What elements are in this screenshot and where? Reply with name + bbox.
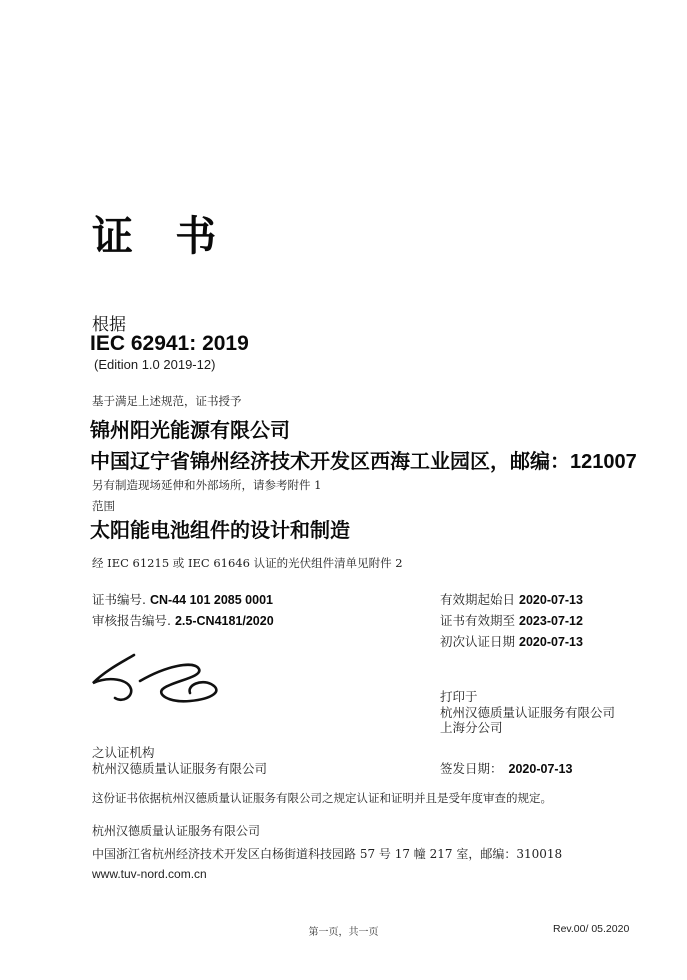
printed-at-company: 杭州汉德质量认证服务有限公司 (440, 704, 616, 720)
scope-note: 经 IEC 61215 或 IEC 61646 认证的光伏组件清单见附件 2 (92, 556, 403, 570)
revision-label: Rev.00/ 05.2020 (553, 923, 630, 935)
standard-edition: (Edition 1.0 2019-12) (94, 357, 216, 372)
valid-until-date: 2023-07-12 (519, 614, 583, 628)
certification-body-label: 之认证机构 (92, 745, 155, 760)
certification-body-company: 杭州汉德质量认证服务有限公司 (92, 761, 268, 776)
footer-company: 杭州汉德质量认证服务有限公司 (92, 824, 261, 838)
legal-statement: 这份证书依据杭州汉德质量认证服务有限公司之规定认证和证明并且是受年度审查的规定。 (92, 791, 552, 805)
page-number: 第一页，共一页 (308, 927, 379, 938)
audit-report-row (92, 611, 274, 629)
signature-handwritten (84, 648, 240, 714)
certificate-number-row (92, 590, 273, 608)
grant-intro: 基于满足上述规范，证书授予 (92, 394, 242, 408)
basis-label: 根据 (92, 315, 126, 335)
initial-certification-row (440, 632, 583, 650)
scope-label: 范围 (92, 499, 115, 513)
printed-at-branch: 上海分公司 (440, 720, 503, 735)
scope-text: 太阳能电池组件的设计和制造 (90, 518, 350, 542)
footer-website: www.tuv-nord.com.cn (92, 867, 207, 881)
printed-at-block (440, 689, 615, 736)
certified-company-name: 锦州阳光能源有限公司 (90, 418, 290, 442)
sites-note: 另有制造现场延伸和外部场所，请参考附件 1 (92, 478, 322, 492)
standard-number: IEC 62941: 2019 (90, 332, 249, 355)
issue-date-label: 签发日期： (440, 761, 503, 776)
valid-from-row (440, 590, 583, 608)
footer-address: 中国浙江省杭州经济技术开发区白杨街道科技园路 57 号 17 幢 217 室，邮编：310018 (92, 847, 563, 861)
address-text: 中国辽宁省锦州经济技术开发区西海工业园区，邮编： (90, 449, 570, 473)
postal-code: 121007 (570, 451, 637, 473)
initial-certification-label: 初次认证日期 (440, 634, 516, 649)
valid-until-row (440, 611, 583, 629)
audit-report-label: 审核报告编号. (92, 613, 171, 628)
initial-certification-date: 2020-07-13 (519, 635, 583, 649)
valid-from-label: 有效期起始日 (440, 592, 516, 607)
certificate-number-value: CN-44 101 2085 0001 (149, 593, 273, 607)
page-title: 证 书 (92, 212, 231, 260)
valid-from-date: 2020-07-13 (519, 593, 583, 607)
issue-date-value: 2020-07-13 (508, 762, 573, 776)
issue-date-row (440, 759, 572, 777)
printed-at-label: 打印于 (440, 689, 478, 704)
certificate-number-label: 证书编号. (92, 592, 146, 607)
valid-until-label: 证书有效期至 (440, 613, 516, 628)
certified-company-address (90, 445, 637, 474)
audit-report-value: 2.5-CN4181/2020 (174, 614, 274, 628)
